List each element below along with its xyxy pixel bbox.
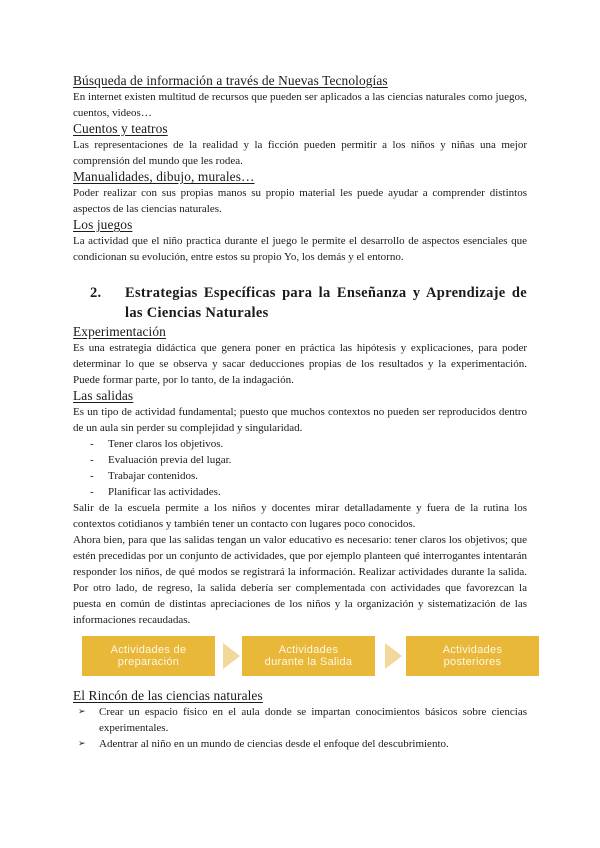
- list-item: - Trabajar contenidos.: [90, 470, 199, 482]
- list-item: - Planificar las actividades.: [90, 486, 221, 498]
- list-item: - Evaluación previa del lugar.: [90, 454, 232, 466]
- topic-heading: Manualidades, dibujo, murales…: [73, 169, 255, 184]
- topic-juegos: [73, 217, 527, 265]
- flow-box-posteriores: Actividades posteriores: [406, 636, 539, 676]
- flow-box-durante: Actividades durante la Salida: [242, 636, 375, 676]
- flow-arrow-icon: [223, 643, 240, 669]
- salidas-block: [73, 388, 527, 628]
- rincon-heading: El Rincón de las ciencias naturales: [73, 688, 263, 703]
- topic-text: Las representaciones de la realidad y la ficción pueden permitir a los niños y niñas una mejor comprensión del mundo que les rodea.: [73, 139, 527, 167]
- section-title-text: Estrategias Específicas para la Enseñanza y Aprendizaje de las Ciencias Naturales: [125, 285, 527, 321]
- topic-text: En internet existen multitud de recursos que pueden ser aplicados a las ciencias naturales como juegos, cuentos, videos…: [73, 91, 527, 119]
- experimentacion-block: [73, 324, 527, 388]
- salidas-text: Es un tipo de actividad fundamental; puesto que muchos contextos no pueden ser reproducidos dentro de un aula sin perder su complejidad y singularidad.: [73, 406, 527, 434]
- experimentacion-text: Es una estrategia didáctica que genera poner en práctica las hipótesis y explicaciones, para poder determinar lo que se observa y sacar deducciones propias de los resultados y la experimentación. Puede formar parte, por lo tanto, de la indagación.: [73, 342, 527, 386]
- arrow-bullet-icon: ➢: [78, 707, 86, 717]
- salidas-list: [73, 436, 527, 500]
- topic-cuentos-teatros: [73, 121, 527, 169]
- rincon-list: [73, 704, 527, 752]
- topic-heading: Cuentos y teatros: [73, 121, 168, 136]
- topic-text: La actividad que el niño practica durante el juego le permite el desarrollo de aspectos esenciales que condicionan su evolución, entre estos su propio Yo, los demás y el entorno.: [73, 235, 527, 263]
- flow-box-preparacion: Actividades de preparación: [82, 636, 215, 676]
- flow-arrow-icon: [385, 643, 402, 669]
- list-item: ➢ Crear un espacio físico en el aula donde se impartan conocimientos básicos sobre ciencias experimentales.: [78, 706, 527, 734]
- activities-flow-diagram: [73, 636, 527, 682]
- list-item: ➢ Adentrar al niño en un mundo de ciencias desde el enfoque del descubrimiento.: [78, 738, 449, 750]
- topic-heading: Los juegos: [73, 217, 133, 232]
- section-title: [73, 283, 527, 323]
- topic-heading: Búsqueda de información a través de Nuevas Tecnologías: [73, 73, 388, 88]
- topic-text: Poder realizar con sus propias manos su propio material les puede ayudar a comprender distintos aspectos de las ciencias naturales.: [73, 187, 527, 215]
- salidas-heading: Las salidas: [73, 388, 134, 403]
- rincon-block: [73, 688, 527, 752]
- salidas-paragraph-2: Ahora bien, para que las salidas tengan un valor educativo es necesario: tener claros los objetivos; que estén precedidas por un conjunto de actividades, que por ejemplo planteen qué interrogantes intentarán responder los niños, de qué modos se registrará la información. Realizar actividades durante la salida. Por otro lado, de regreso, la salida debería ser complementada con actividades que favorezcan la puesta en común de distintas apreciaciones de los niños y la organización y sistematización de las informaciones recaudadas.: [73, 534, 527, 626]
- list-item: - Tener claros los objetivos.: [90, 438, 224, 450]
- arrow-bullet-icon: ➢: [78, 739, 86, 749]
- experimentacion-heading: Experimentación: [73, 324, 166, 339]
- topic-nuevas-tecnologias: [73, 73, 527, 121]
- salidas-paragraph-1: Salir de la escuela permite a los niños y docentes mirar detalladamente y fuera de la rutina los contextos cotidianos y también tener un contacto con lugares poco conocidos.: [73, 502, 527, 530]
- section-number: 2.: [90, 285, 102, 301]
- document-page: [73, 73, 527, 752]
- topic-manualidades: [73, 169, 527, 217]
